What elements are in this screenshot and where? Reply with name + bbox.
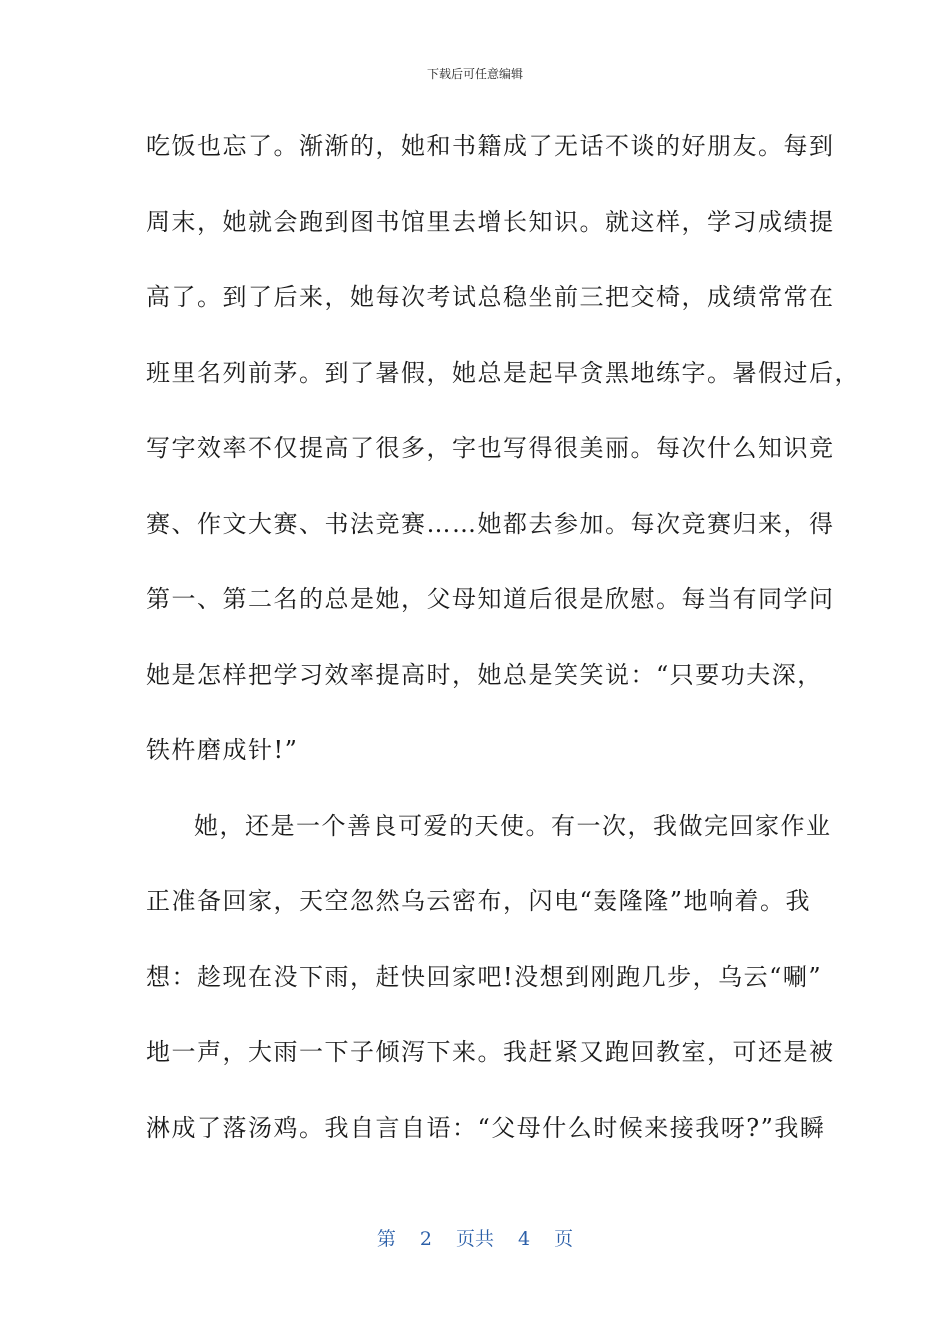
text-line-12: 想：趁现在没下雨，赶快回家吧!没想到刚跑几步，乌云“唰” [146,962,823,991]
current-page-number: 2 [419,1228,432,1250]
text-line-8: 她是怎样把学习效率提高时，她总是笑笑说：“只要功夫深， [146,660,823,689]
text-line-5: 写字效率不仅提高了很多，字也写得很美丽。每次什么知识竞 [146,434,835,462]
text-line-14: 淋成了落汤鸡。我自言自语：“父母什么时候来接我呀?”我瞬 [146,1113,826,1142]
page-header-note: 下载后可任意编辑 [426,67,523,81]
footer-label-ye-gong: 页共 [455,1228,494,1250]
page-footer [0,1226,950,1252]
footer-label-di: 第 [376,1228,396,1250]
text-line-13: 地一声，大雨一下子倾泻下来。我赶紧又跑回教室，可还是被 [146,1038,835,1066]
footer-label-ye: 页 [554,1228,574,1250]
text-line-4: 班里名列前茅。到了暑假，她总是起早贪黑地练字。暑假过后， [146,358,860,387]
text-line-2: 周末，她就会跑到图书馆里去增长知识。就这样，学习成绩提 [146,207,835,236]
text-line-9: 铁杵磨成针!” [146,736,299,764]
paragraph-start-line: 她，还是一个善良可爱的天使。有一次，我做完回家作业 [194,811,832,840]
text-line-6: 赛、作文大赛、书法竞赛……她都去参加。每次竞赛归来，得 [146,509,835,538]
text-line-7: 第一、第二名的总是她，父母知道后很是欣慰。每当有同学问 [146,585,835,613]
text-line-3: 高了。到了后来，她每次考试总稳坐前三把交椅，成绩常常在 [146,283,835,311]
text-line-1: 吃饭也忘了。渐渐的，她和书籍成了无话不谈的好朋友。每到 [146,132,835,160]
document-body [146,120,860,1177]
text-line-11: 正准备回家，天空忽然乌云密布，闪电“轰隆隆”地响着。我 [146,887,812,915]
total-pages-number: 4 [518,1228,531,1250]
